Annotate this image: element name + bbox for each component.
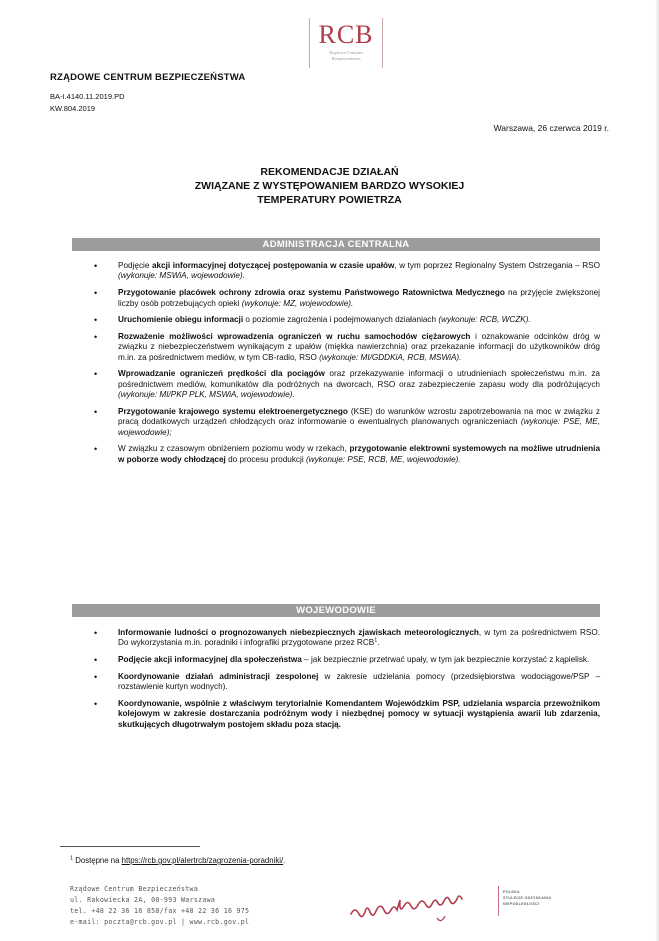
recommendation-text: Koordynowanie, wspólnie z właściwym terytorialnie Komendantem Wojewódzkim PSP, udzielania wsparcia przewoźnikom kolejowym w zakresie dostarczania podróżnym wody i niezbędnej pomocy w sytuacji wystąpienia awarii lub zdarzenia, skutkujących długotrwałym postojem składu poza stacją.	[118, 698, 600, 729]
footnote-mark: 1	[70, 855, 74, 862]
recommendation-text: do procesu produkcji	[225, 454, 306, 464]
recommendation-text: Koordynowanie działań administracji zespolonej	[118, 671, 319, 681]
recommendation-text: przygotowanie elektrowni systemowych na możliwe utrudnienia w poborze wody chłodzącej	[118, 444, 600, 464]
niepodlegla-caption-3: NIEPODLEGŁOŚCI	[503, 902, 540, 906]
recommendation-item	[90, 444, 600, 465]
recommendation-item	[90, 288, 600, 309]
footer-phone: tel. +48 22 36 16 858/fax +48 22 36 16 975	[70, 907, 250, 915]
recommendation-text: , w tym za pośrednictwem RSO. Do wykorzystania m.in. poradniki i infografiki przygotowane przez RCB	[118, 628, 600, 648]
bullet-icon: •	[94, 671, 98, 682]
recommendation-item	[90, 315, 600, 325]
recommendation-text: (wykonuje: MZ, wojewodowie).	[241, 298, 354, 308]
section-heading-voivodes: WOJEWODOWIE	[72, 604, 600, 617]
recommendation-text: Przygotowanie krajowego systemu elektroenergetycznego	[118, 406, 348, 416]
document-date: Warszawa, 26 czerwca 2019 r.	[493, 123, 609, 133]
recommendation-text: (wykonuje: MI/PKP PLK, MSWiA, wojewodowie).	[118, 390, 295, 400]
bullet-icon: •	[94, 315, 98, 326]
footnote-reference: 1	[374, 637, 378, 644]
recommendation-item	[90, 332, 600, 363]
logo-text: RCB	[318, 20, 374, 49]
footnote-tail: .	[283, 856, 286, 865]
bullet-icon: •	[94, 369, 98, 380]
recommendation-text: i oznakowanie odcinków dróg w związku z niebezpieczeństwem wynikającym z upałów (miękka nawierzchnia) oraz przekazanie informacji do użytkowników dróg m.in. za pośrednictwem mediów, w tym CB-radio, RSO	[118, 331, 601, 362]
recommendation-list-voivodes	[90, 628, 600, 736]
recommendation-item	[90, 655, 600, 665]
logo-subtitle-1: Rządowe Centrum	[329, 50, 363, 55]
recommendation-text: (wykonuje: RCB, WCZK).	[438, 315, 531, 325]
recommendation-item	[90, 369, 600, 400]
recommendation-item	[90, 261, 600, 282]
footnote-link[interactable]: https://rcb.gov.pl/alertrcb/zagrozenia-poradniki/	[121, 856, 284, 865]
signature-divider	[498, 886, 499, 916]
recommendation-text: , w tym poprzez Regionalny System Ostrzegania – RSO	[394, 261, 601, 270]
recommendation-text: – jak bezpiecznie przetrwać upały, w tym jak bezpiecznie korzystać z kąpielisk.	[301, 655, 590, 665]
recommendation-item	[90, 672, 600, 693]
recommendation-item	[90, 628, 600, 649]
recommendation-item	[90, 407, 600, 438]
logo-subtitle-2: Bezpieczeństwa	[331, 56, 361, 61]
recommendation-text: (wykonuje: MI/GDDKiA, RCB, MSWiA).	[319, 352, 462, 362]
document-title-line-3: TEMPERATURY POWIETRZA	[257, 194, 402, 206]
reference-number-1: BA-I.4140.11.2019.PD	[50, 92, 125, 101]
recommendation-text: Informowanie ludności o prognozowanych niebezpiecznych zjawiskach meteorologicznych	[118, 628, 479, 637]
footnote-text: Dostępne na	[73, 856, 122, 865]
recommendation-text: Rozważenie możliwości wprowadzenia ograniczeń w ruchu samochodów ciężarowych	[118, 331, 471, 341]
bullet-icon: •	[94, 288, 98, 299]
niepodlegla-caption-1: POLSKA	[503, 890, 520, 894]
bullet-icon: •	[94, 698, 98, 709]
document-title-line-2: ZWIĄZANE Z WYSTĘPOWANIEM BARDZO WYSOKIEJ	[194, 180, 465, 192]
recommendation-text: (wykonuje: MSWiA, wojewodowie).	[118, 271, 245, 281]
recommendation-text: (wykonuje: PSE, ME, wojewodowie);	[118, 417, 600, 437]
niepodlegla-caption-2: STULECIE ODZYSKANIA	[503, 896, 552, 900]
niepodlegla-logo	[345, 888, 495, 926]
recommendation-text: na przyjęcie zwiększonej liczby osób potrzebujących opieki	[118, 288, 600, 308]
footer-address: ul. Rakowiecka 2A, 00-993 Warszawa	[70, 896, 216, 904]
section-heading-central-administration: ADMINISTRACJA CENTRALNA	[72, 238, 600, 251]
footnote-separator	[60, 846, 200, 847]
document-title-line-1: REKOMENDACJE DZIAŁAŃ	[260, 166, 399, 178]
bullet-icon: •	[94, 331, 98, 342]
recommendation-text: w zakresie udzielania pomocy (przedsiębiorstwa wodociągowe/PSP – rozstawienie kurtyn wodnych).	[118, 671, 600, 692]
recommendation-item	[90, 699, 600, 730]
bullet-icon: •	[94, 655, 98, 666]
bullet-icon: •	[94, 261, 98, 271]
recommendation-text: (wykonuje: PSE, RCB, ME, wojewodowie).	[305, 454, 461, 464]
recommendation-text: Podjęcie	[118, 261, 152, 270]
recommendation-text: akcji informacyjnej dotyczącej postępowania w czasie upałów	[151, 261, 395, 270]
bullet-icon: •	[94, 406, 98, 417]
recommendation-text: o poziomie zagrożenia i podejmowanych działaniach	[243, 315, 439, 325]
page-edge-shadow	[655, 0, 659, 941]
footnote	[70, 856, 285, 865]
recommendation-text: Podjęcie akcji informacyjnej dla społeczeństwa	[118, 655, 302, 665]
recommendation-text: .	[377, 638, 380, 648]
recommendation-text: W związku z czasowym obniżeniem poziomu wody w rzekach,	[118, 444, 350, 454]
recommendation-text: oraz przekazywanie informacji o utrudnieniach społeczeństwu m.in. za pośrednictwem mediów, komunikatów dla podróżnych na dworcach, RSO oraz zabezpieczenie zapasu wody dla podróżujących	[118, 369, 600, 389]
recommendation-list-central	[90, 261, 600, 472]
organization-name: RZĄDOWE CENTRUM BEZPIECZEŃSTWA	[50, 72, 246, 83]
reference-number-2: KW.804.2019	[50, 104, 96, 113]
bullet-icon: •	[94, 444, 98, 455]
recommendation-text: Przygotowanie placówek ochrony zdrowia oraz systemu Państwowego Ratownictwa Medycznego	[118, 288, 505, 298]
footer-contact: e-mail: poczta@rcb.gov.pl | www.rcb.gov.pl	[70, 918, 250, 926]
recommendation-text: Wprowadzanie ograniczeń prędkości dla pociągów	[118, 369, 325, 379]
rcb-logo	[309, 18, 383, 68]
recommendation-text: Uruchomienie obiegu informacji	[118, 315, 244, 325]
footer-org-name: Rządowe Centrum Bezpieczeństwa	[70, 885, 199, 893]
bullet-icon: •	[94, 628, 98, 638]
recommendation-text: (KSE) do warunków wzrostu zapotrzebowania na moc w związku z pracą dodatkowych urządzeń chłodzących oraz informowanie o ewentualnych planowanych ograniczeniach	[118, 406, 600, 427]
